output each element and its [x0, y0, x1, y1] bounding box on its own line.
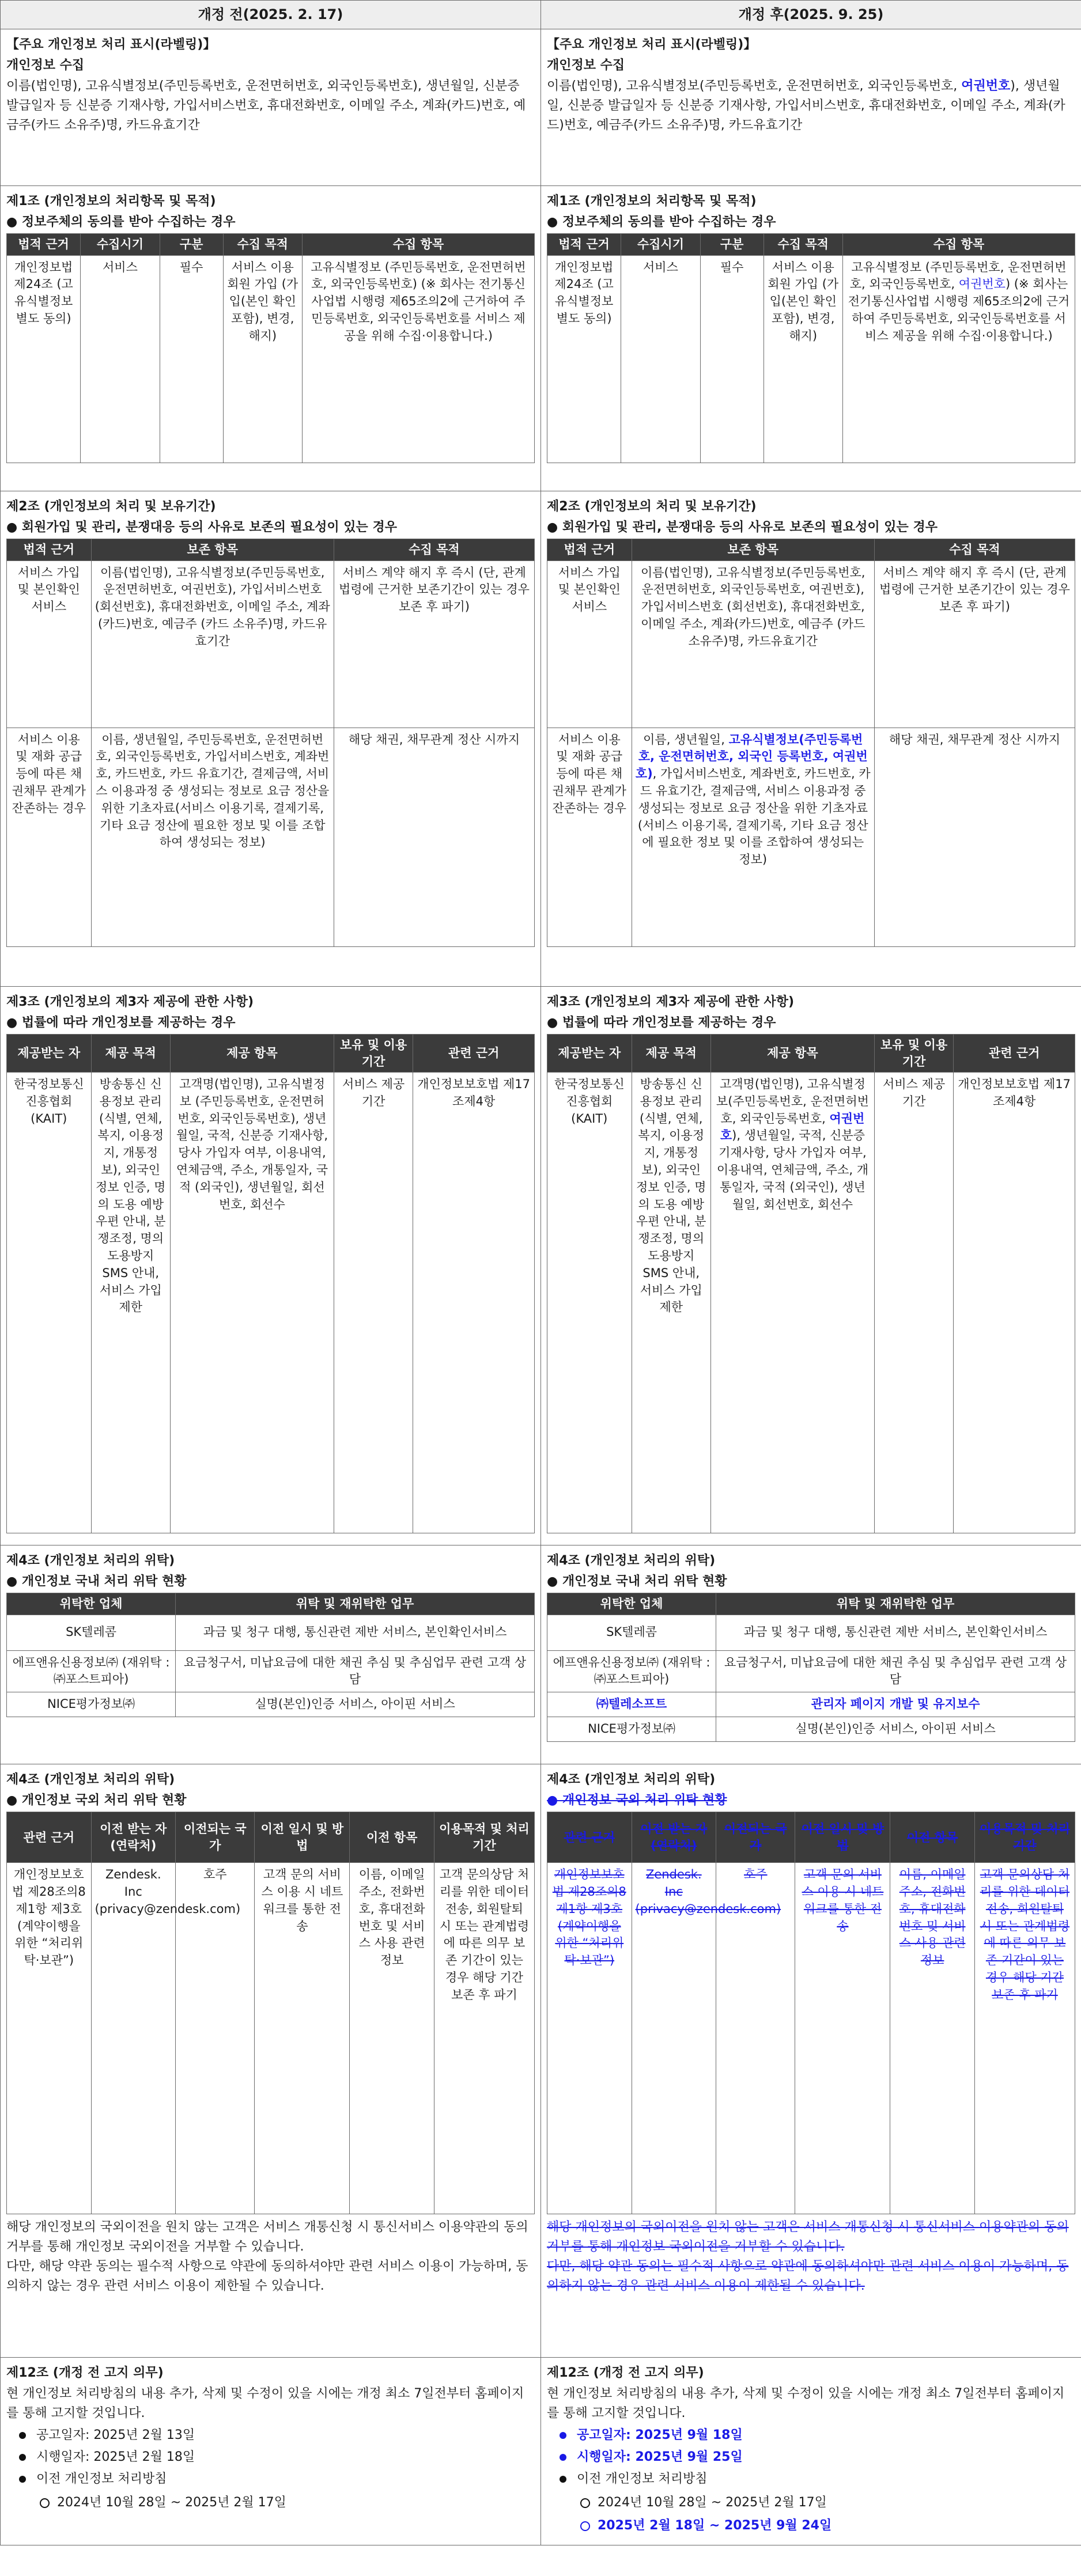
col-header: 법적 근거	[7, 234, 81, 255]
col-header: 보존 항목	[632, 539, 874, 560]
col-header: 제공받는 자	[547, 1035, 632, 1073]
art2-title: 제2조 (개인정보의 처리 및 보유기간)	[6, 499, 216, 514]
history-item-new: 2025년 2월 18일 ~ 2025년 9월 24일	[547, 2516, 1075, 2536]
art2-table	[547, 539, 1075, 946]
table-cell: 고객 문의상담 처리를 위한 데이터 전송, 회원탈퇴 시 또는 관계법령에 따른 의무 보존 기간이 있는 경우 해당 기간 보존 후 파기	[434, 1863, 534, 2214]
col-header: 수집 항목	[302, 234, 534, 255]
col-header: 위탁 및 재위탁한 업무	[716, 1593, 1075, 1615]
art4b-table-deleted	[547, 1812, 1075, 2214]
table-cell: 서비스 이용 및 재화 공급등에 따른 채권채무 관계가 잔존하는 경우	[7, 728, 92, 946]
art3-bullet: ● 법률에 따라 개인정보를 제공하는 경우	[6, 1016, 236, 1031]
table-cell: 서비스 이용 회원 가입 (가입(본인 확인 포함), 변경, 해지)	[223, 255, 302, 463]
col-header: 이전 항목	[350, 1812, 434, 1863]
table-cell: 고객명(법인명), 고유식별정보 (주민등록번호, 운전면허번호, 외국인등록번호), 생년월일, 국적, 신분증 기재사항, 당사 가입자 여부, 이용내역, 연체금액, 주소, 개통일자, 국적 (외국인), 생년월일, 회선번호, 회선수	[170, 1072, 334, 1533]
col-header: 관련 근거	[413, 1035, 535, 1073]
art4b-title: 제4조 (개인정보 처리의 위탁)	[6, 1772, 175, 1787]
new-task-cell: 관리자 페이지 개발 및 유지보수	[716, 1692, 1075, 1717]
table-cell: 호주	[176, 1863, 255, 2214]
table-cell: 고객 문의 서비스 이용 시 네트워크를 통한 전송	[255, 1863, 350, 2214]
art3-title: 제3조 (개인정보의 제3자 제공에 관한 사항)	[547, 995, 795, 1009]
table-cell: 실명(본인)인증 서비스, 아이핀 서비스	[176, 1692, 535, 1717]
art2-before-cell	[1, 491, 541, 987]
art12-list	[6, 2426, 535, 2512]
col-header: 위탁한 업체	[7, 1593, 176, 1615]
art3-bullet: ● 법률에 따라 개인정보를 제공하는 경우	[547, 1016, 776, 1031]
table-cell: 이름, 생년월일, 고유식별정보(주민등록번호, 운전면허번호, 외국인 등록번호, 여권번호), 가입서비스번호, 계좌번호, 카드번호, 카드 유효기간, 결제금액, 서비스 이용과정 중 생성되는 정보로 요금 정산을 위한 기초자료 (서비스 이용기록, 결제기록, 기타 요금 정산에 필요한 정보 및 이를 조합하여 생성되는 정보)	[632, 728, 874, 946]
highlight-passport: 여권번호	[961, 79, 1011, 94]
notice-date: 공고일자: 2025년 9월 18일	[547, 2426, 1075, 2445]
table-cell: NICE평가정보㈜	[547, 1717, 716, 1741]
col-header: 제공받는 자	[7, 1035, 92, 1073]
table-cell: 과금 및 청구 대행, 통신관련 제반 서비스, 본인확인서비스	[176, 1615, 535, 1650]
col-header: 수집 목적	[874, 539, 1075, 560]
history-item: 2024년 10월 28일 ~ 2025년 2월 17일	[6, 2493, 535, 2513]
highlight-passport: 여권번호	[720, 1111, 865, 1143]
table-cell: 고객 문의상담 처리를 위한 데이터 전송, 회원탈퇴 시 또는 관계법령에 따른 의무 보존 기간이 있는 경우 해당 기간 보존 후 파기	[974, 1863, 1075, 2214]
table-cell: 서비스 계약 해지 후 즉시 (단, 관계법령에 근거한 보존기간이 있는 경우 보존 후 파기)	[334, 560, 534, 728]
col-header: 이전 일시 및 방법	[795, 1812, 890, 1863]
art1-table	[6, 233, 535, 463]
art4b-note-2: 다만, 해당 약관 동의는 필수적 사항으로 약관에 동의하셔야만 관련 서비스 이용이 가능하며, 동의하지 않는 경우 관련 서비스 이용이 제한될 수 있습니다.	[6, 2259, 528, 2294]
art12-before-cell	[1, 2358, 541, 2545]
art4a-table	[6, 1593, 535, 1717]
col-header: 보유 및 이용기간	[334, 1035, 413, 1073]
table-cell: 이름, 생년월일, 주민등록번호, 운전면허번호, 외국인등록번호, 가입서비스번호, 계좌번호, 카드번호, 카드 유효기간, 결제금액, 서비스 이용과정 중 생성되는 정보로 요금 정산을 위한 기초자료(서비스 이용기록, 결제기록, 기타 요금 정산에 필요한 정보 및 이를 조합하여 생성되는 정보)	[91, 728, 334, 946]
col-header: 이전 받는 자 (연락처)	[91, 1812, 176, 1863]
table-cell: SK텔레콤	[7, 1615, 176, 1650]
art12-title: 제12조 (개정 전 고지 의무)	[6, 2366, 164, 2380]
art1-table	[547, 233, 1075, 463]
col-header: 구분	[700, 234, 763, 255]
table-cell: 한국정보통신 진흥협회 (KAIT)	[547, 1072, 632, 1533]
table-cell: 서비스	[81, 255, 160, 463]
table-cell: Zendesk. Inc (privacy@zendesk.com)	[91, 1863, 176, 2214]
art4b-note-1-deleted: 해당 개인정보의 국외이전을 원치 않는 고객은 서비스 개통신청 시 통신서비스 이용약관의 동의 거부를 통해 개인정보 국외이전을 거부할 수 있습니다.	[547, 2220, 1069, 2255]
table-cell: 과금 및 청구 대행, 통신관련 제반 서비스, 본인확인서비스	[716, 1615, 1075, 1650]
table-cell: 요금청구서, 미납요금에 대한 채권 추심 및 추심업무 관련 고객 상담	[176, 1650, 535, 1692]
art4a-table	[547, 1593, 1075, 1742]
label-after-cell	[541, 29, 1081, 186]
art4b-after-cell	[541, 1764, 1081, 2358]
table-cell: 에프앤유신용정보㈜ (재위탁 : ㈜포스트피아)	[7, 1650, 176, 1692]
table-cell: 서비스	[621, 255, 700, 463]
label-subtitle: 개인정보 수집	[6, 58, 85, 73]
effective-date: 시행일자: 2025년 9월 25일	[547, 2448, 1075, 2467]
art1-title: 제1조 (개인정보의 처리항목 및 목적)	[6, 194, 216, 209]
col-header: 관련 근거	[7, 1812, 92, 1863]
effective-date: 시행일자: 2025년 2월 18일	[6, 2448, 535, 2467]
art3-table	[547, 1034, 1075, 1533]
table-cell: 서비스 가입 및 본인확인 서비스	[7, 560, 92, 728]
art4a-bullet: ● 개인정보 국내 처리 위탁 현황	[547, 1574, 727, 1589]
art4b-bullet-deleted: ● 개인정보 국외 처리 위탁 현황	[547, 1793, 727, 1808]
label-after-text: 이름(법인명), 고유식별정보(주민등록번호, 운전면허번호, 외국인등록번호, 여권번호), 생년월일, 신분증 발급일자 등 신분증 기재사항, 가입서비스번호, 휴대전화번호, 이메일 주소, 계좌(카드)번호, 예금주(카드 소유주)명, 카드유효기간	[547, 79, 1065, 133]
col-header: 법적 근거	[547, 234, 621, 255]
col-header: 수집 목적	[223, 234, 302, 255]
table-cell: 고객 문의 서비스 이용 시 네트워크를 통한 전송	[795, 1863, 890, 2214]
label-title: 【주요 개인정보 처리 표시(라벨링)】	[547, 37, 757, 52]
table-cell: 서비스 이용 및 재화 공급등에 따른 채권채무 관계가 잔존하는 경우	[547, 728, 632, 946]
table-cell: 개인정보보호법 제17조제4항	[413, 1072, 535, 1533]
table-cell: 고유식별정보 (주민등록번호, 운전면허번호, 외국인등록번호, 여권번호) (※ 회사는 전기통신사업법 시행령 제65조의2에 근거하여 주민등록번호, 외국인등록번호를 서비스 제공을 위해 수집·이용합니다.)	[842, 255, 1075, 463]
col-header: 관련 근거	[547, 1812, 632, 1863]
art4a-title: 제4조 (개인정보 처리의 위탁)	[547, 1554, 716, 1568]
header-before: 개정 전(2025. 2. 17)	[1, 1, 541, 29]
art4b-note-2-deleted: 다만, 해당 약관 동의는 필수적 사항으로 약관에 동의하셔야만 관련 서비스 이용이 가능하며, 동의하지 않는 경우 관련 서비스 이용이 제한될 수 있습니다.	[547, 2259, 1069, 2294]
art4a-bullet: ● 개인정보 국내 처리 위탁 현황	[6, 1574, 187, 1589]
table-cell: 이름(법인명), 고유식별정보(주민등록번호, 운전면허번호, 외국인등록번호, 여권번호), 가입서비스번호 (회선번호), 휴대전화번호, 이메일 주소, 계좌(카드)번호, 예금주 (카드 소유주)명, 카드유효기간	[632, 560, 874, 728]
table-cell: 방송통신 신용정보 관리(식별, 연체, 복지, 이용정지, 개통정보), 외국인 정보 인증, 명의 도용 예방 우편 안내, 분쟁조정, 명의도용방지 SMS 안내, 서비스 가입제한	[632, 1072, 710, 1533]
col-header: 제공 목적	[632, 1035, 710, 1073]
col-header: 보존 항목	[91, 539, 334, 560]
table-cell: 요금청구서, 미납요금에 대한 채권 추심 및 추심업무 관련 고객 상담	[716, 1650, 1075, 1692]
table-cell: 이름(법인명), 고유식별정보(주민등록번호, 운전면허번호, 여권번호), 가입서비스번호 (회선번호), 휴대전화번호, 이메일 주소, 계좌(카드)번호, 예금주 (카드 소유주)명, 카드유효기간	[91, 560, 334, 728]
label-title: 【주요 개인정보 처리 표시(라벨링)】	[6, 37, 216, 52]
col-header: 이용목적 및 처리 기간	[434, 1812, 534, 1863]
table-cell: 개인정보법 제24조 (고유식별정보 별도 동의)	[7, 255, 81, 463]
table-cell: 실명(본인)인증 서비스, 아이핀 서비스	[716, 1717, 1075, 1741]
table-cell: 개인정보보호법 제28조의8 제1항 제3호 (계약이행을 위한 “처리위탁·보관”)	[547, 1863, 632, 2214]
art12-text: 현 개인정보 처리방침의 내용 추가, 삭제 및 수정이 있을 시에는 개정 최소 7일전부터 홈페이지를 통해 고지할 것입니다.	[547, 2386, 1065, 2421]
table-cell: 서비스 계약 해지 후 즉시 (단, 관계법령에 근거한 보존기간이 있는 경우 보존 후 파기)	[874, 560, 1075, 728]
label-subtitle: 개인정보 수집	[547, 58, 625, 73]
art4b-note-1: 해당 개인정보의 국외이전을 원치 않는 고객은 서비스 개통신청 시 통신서비스 이용약관의 동의 거부를 통해 개인정보 국외이전을 거부할 수 있습니다.	[6, 2220, 528, 2255]
col-header: 관련 근거	[954, 1035, 1075, 1073]
art1-title: 제1조 (개인정보의 처리항목 및 목적)	[547, 194, 757, 209]
header-after: 개정 후(2025. 9. 25)	[541, 1, 1081, 29]
art1-before-cell	[1, 186, 541, 491]
col-header: 수집 목적	[763, 234, 842, 255]
table-cell: 개인정보법 제24조 (고유식별정보 별도 동의)	[547, 255, 621, 463]
art2-bullet: ● 회원가입 및 관리, 분쟁대응 등의 사유로 보존의 필요성이 있는 경우	[6, 520, 397, 535]
new-company-cell: ㈜텔레소프트	[547, 1692, 716, 1717]
col-header: 이전 일시 및 방법	[255, 1812, 350, 1863]
art1-bullet: ● 정보주체의 동의를 받아 수집하는 경우	[547, 215, 776, 230]
table-cell: 이름, 이메일 주소, 전화번호, 휴대전화번호 및 서비스 사용 관련 정보	[890, 1863, 975, 2214]
art2-title: 제2조 (개인정보의 처리 및 보유기간)	[547, 499, 757, 514]
art4a-title: 제4조 (개인정보 처리의 위탁)	[6, 1554, 175, 1568]
art4b-before-cell	[1, 1764, 541, 2358]
art1-bullet: ● 정보주체의 동의를 받아 수집하는 경우	[6, 215, 236, 230]
col-header: 법적 근거	[547, 539, 632, 560]
col-header: 이전 항목	[890, 1812, 975, 1863]
table-cell: 필수	[700, 255, 763, 463]
history-item: 2024년 10월 28일 ~ 2025년 2월 17일	[547, 2493, 1075, 2513]
notice-date: 공고일자: 2025년 2월 13일	[6, 2426, 535, 2445]
col-header: 제공 항목	[170, 1035, 334, 1073]
col-header: 수집시기	[621, 234, 700, 255]
table-cell: 서비스 가입 및 본인확인 서비스	[547, 560, 632, 728]
label-before-cell	[1, 29, 541, 186]
table-cell: 고객명(법인명), 고유식별정보(주민등록번호, 운전면허번호, 외국인등록번호, 여권번호), 생년월일, 국적, 신분증 기재사항, 당사 가입자 여부, 이용내역, 연체금액, 주소, 개통일자, 국적 (외국인), 생년월일, 회선번호, 회선수	[710, 1072, 874, 1533]
art3-table	[6, 1034, 535, 1533]
col-header: 이전 받는 자 (연락처)	[632, 1812, 716, 1863]
art3-before-cell	[1, 987, 541, 1545]
col-header: 이전되는 국가	[176, 1812, 255, 1863]
art1-after-cell	[541, 186, 1081, 491]
art4b-bullet: ● 개인정보 국외 처리 위탁 현황	[6, 1793, 187, 1808]
table-cell: 호주	[716, 1863, 795, 2214]
art4a-after-cell	[541, 1545, 1081, 1764]
art2-bullet: ● 회원가입 및 관리, 분쟁대응 등의 사유로 보존의 필요성이 있는 경우	[547, 520, 938, 535]
art4a-before-cell	[1, 1545, 541, 1764]
table-cell: 해당 채권, 채무관계 정산 시까지	[874, 728, 1075, 946]
col-header: 위탁 및 재위탁한 업무	[176, 1593, 535, 1615]
table-cell: 서비스 제공 기간	[334, 1072, 413, 1533]
col-header: 이전되는 국가	[716, 1812, 795, 1863]
col-header: 이용목적 및 처리 기간	[974, 1812, 1075, 1863]
table-cell: NICE평가정보㈜	[7, 1692, 176, 1717]
col-header: 수집시기	[81, 234, 160, 255]
art12-title: 제12조 (개정 전 고지 의무)	[547, 2366, 704, 2380]
table-cell: 방송통신 신용정보 관리(식별, 연체, 복지, 이용정지, 개통정보), 외국인 정보 인증, 명의 도용 예방 우편 안내, 분쟁조정, 명의도용방지 SMS 안내, 서비스 가입제한	[91, 1072, 170, 1533]
col-header: 구분	[160, 234, 223, 255]
history-label: 이전 개인정보 처리방침	[547, 2469, 1075, 2489]
table-cell: 해당 채권, 채무관계 정산 시까지	[334, 728, 534, 946]
col-header: 법적 근거	[7, 539, 92, 560]
table-cell: Zendesk. Inc (privacy@zendesk.com)	[632, 1863, 716, 2214]
table-cell: 개인정보보호법 제28조의8 제1항 제3호 (계약이행을 위한 “처리위탁·보관”)	[7, 1863, 92, 2214]
col-header: 제공 목적	[91, 1035, 170, 1073]
table-cell: 한국정보통신 진흥협회 (KAIT)	[7, 1072, 92, 1533]
col-header: 수집 항목	[842, 234, 1075, 255]
table-cell: 서비스 제공 기간	[874, 1072, 953, 1533]
highlight-id-info: 고유식별정보(주민등록번호, 운전면허번호, 외국인 등록번호, 여권번호)	[635, 732, 868, 781]
col-header: 보유 및 이용기간	[874, 1035, 953, 1073]
art4b-table	[6, 1812, 535, 2214]
art3-title: 제3조 (개인정보의 제3자 제공에 관한 사항)	[6, 995, 254, 1009]
col-header: 제공 항목	[710, 1035, 874, 1073]
highlight-passport: 여권번호	[958, 277, 1006, 291]
table-cell: 이름, 이메일 주소, 전화번호, 휴대전화번호 및 서비스 사용 관련 정보	[350, 1863, 434, 2214]
art4b-title: 제4조 (개인정보 처리의 위탁)	[547, 1772, 716, 1787]
art12-after-cell	[541, 2358, 1081, 2545]
col-header: 위탁한 업체	[547, 1593, 716, 1615]
table-cell: 필수	[160, 255, 223, 463]
art3-after-cell	[541, 987, 1081, 1545]
table-cell: 에프앤유신용정보㈜ (재위탁 : ㈜포스트피아)	[547, 1650, 716, 1692]
col-header: 수집 목적	[334, 539, 534, 560]
label-before-text: 이름(법인명), 고유식별정보(주민등록번호, 운전면허번호, 외국인등록번호), 생년월일, 신분증 발급일자 등 신분증 기재사항, 가입서비스번호, 휴대전화번호, 이메일 주소, 계좌(카드)번호, 예금주(카드 소유주)명, 카드유효기간	[6, 79, 526, 133]
art12-list	[547, 2426, 1075, 2535]
table-cell: SK텔레콤	[547, 1615, 716, 1650]
history-label: 이전 개인정보 처리방침	[6, 2469, 535, 2489]
table-cell: 서비스 이용 회원 가입 (가입(본인 확인 포함), 변경, 해지)	[763, 255, 842, 463]
art2-table	[6, 539, 535, 946]
table-cell: 개인정보보호법 제17조제4항	[954, 1072, 1075, 1533]
art2-after-cell	[541, 491, 1081, 987]
table-cell: 고유식별정보 (주민등록번호, 운전면허번호, 외국인등록번호) (※ 회사는 전기통신사업법 시행령 제65조의2에 근거하여 주민등록번호, 외국인등록번호를 서비스 제공을 위해 수집·이용합니다.)	[302, 255, 534, 463]
art12-text: 현 개인정보 처리방침의 내용 추가, 삭제 및 수정이 있을 시에는 개정 최소 7일전부터 홈페이지를 통해 고지할 것입니다.	[6, 2386, 524, 2421]
